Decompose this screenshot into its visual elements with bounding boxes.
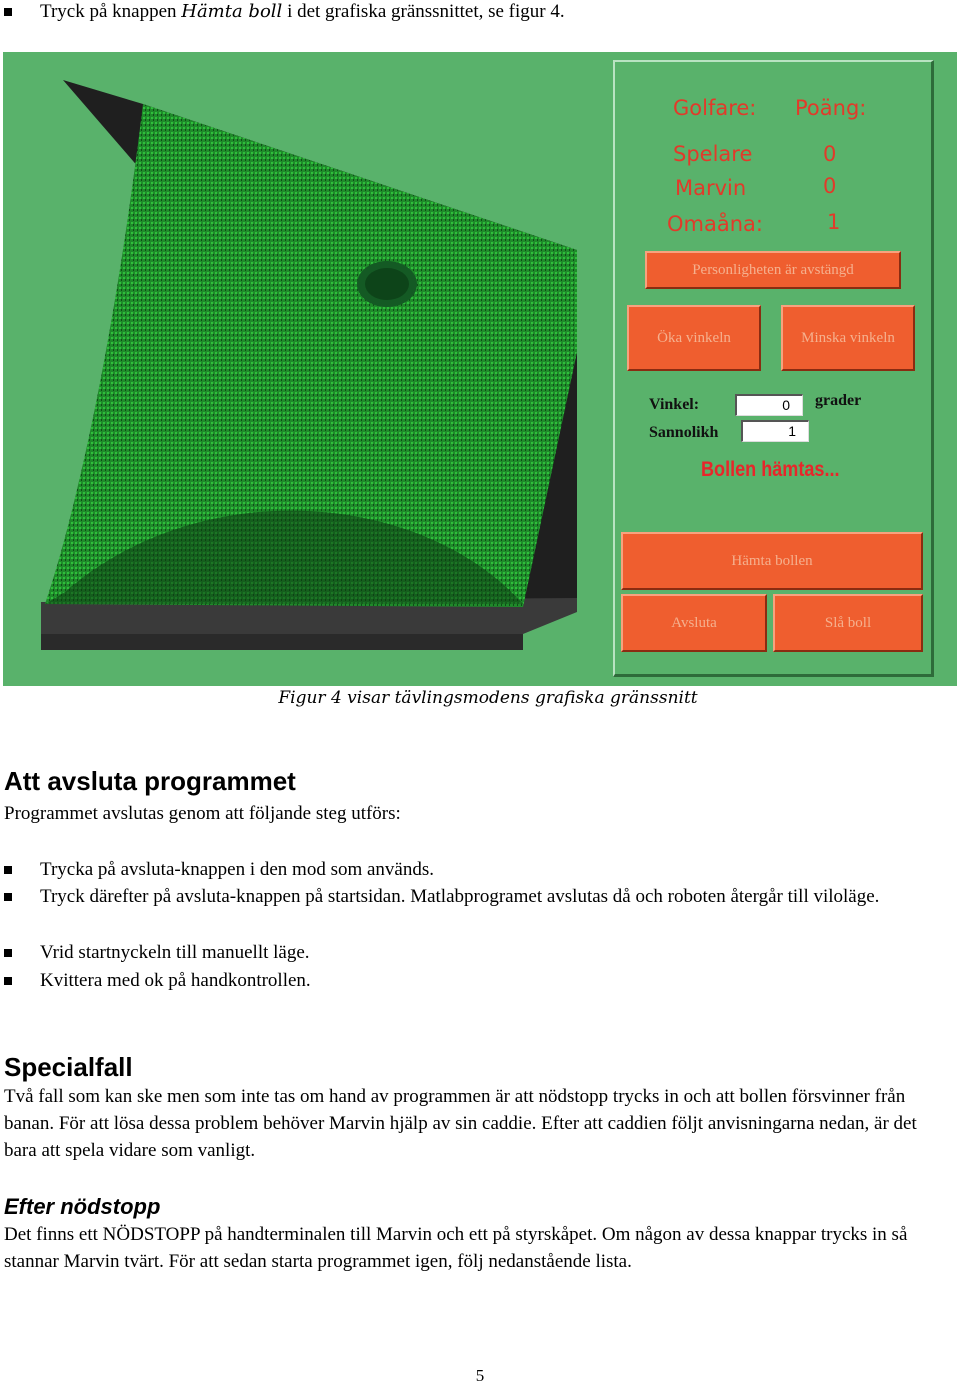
player-score-marvin: 0 (823, 174, 837, 198)
intro-bullet (0, 0, 960, 25)
heading-avsluta: Att avsluta programmet (4, 766, 296, 796)
intro-bullet-text: Tryck på knappen Hämta boll i det grafiska gränssnittet, se figur 4. (40, 1, 565, 22)
avsluta-step-text: Tryck därefter på avsluta-knappen på startsidan. Matlabprogramet avslutas då och roboten återgår till viloläge. (40, 886, 880, 907)
control-panel (613, 60, 934, 677)
vinkel-label: Vinkel: (649, 396, 700, 413)
oka-vinkeln-button[interactable]: Öka vinkeln (627, 305, 761, 371)
figure-gui-screenshot (3, 52, 957, 686)
page-number: 5 (475, 1366, 485, 1385)
bullet-marker (4, 893, 12, 901)
player-score-omaana: 1 (827, 210, 841, 234)
bullet-marker (4, 977, 12, 985)
putting-green-scene (3, 52, 613, 686)
avsluta-step (0, 967, 960, 994)
hamta-boll-term: Hämta boll (181, 1, 283, 22)
sannolikh-field[interactable]: 1 (741, 420, 809, 442)
sla-boll-button[interactable]: Slå boll (773, 594, 923, 652)
avsluta-step (0, 939, 960, 966)
vinkel-field[interactable]: 0 (735, 394, 803, 416)
avsluta-intro: Programmet avslutas genom att följande steg utförs: (4, 803, 401, 824)
minska-vinkeln-button[interactable]: Minska vinkeln (781, 305, 915, 371)
avsluta-step-text: Kvittera med ok på handkontrollen. (40, 970, 311, 991)
avsluta-button[interactable]: Avsluta (621, 594, 767, 652)
player-name-spelare: Spelare (673, 142, 753, 166)
heading-efter-nodstopp: Efter nödstopp (4, 1194, 161, 1219)
green-base-edge (41, 634, 523, 650)
grader-label: grader (815, 392, 862, 409)
hamta-bollen-button[interactable]: Hämta bollen (621, 532, 923, 590)
golfare-label: Golfare: (673, 96, 757, 120)
player-score-spelare: 0 (823, 142, 837, 166)
avsluta-step (0, 856, 960, 883)
player-name-omaana: Omaåna: (667, 212, 763, 236)
sannolikh-label: Sannolikh (649, 424, 719, 441)
avsluta-step-text: Trycka på avsluta-knappen i den mod som används. (40, 859, 434, 880)
golf-hole-inner (365, 268, 409, 300)
personlighet-button[interactable]: Personligheten är avstängd (645, 251, 901, 289)
avsluta-step (0, 883, 960, 937)
status-text: Bollen hämtas... (701, 458, 840, 481)
bullet-marker (4, 866, 12, 874)
bullet-marker (4, 8, 12, 16)
avsluta-step-text: Vrid startnyckeln till manuellt läge. (40, 942, 310, 963)
heading-specialfall: Specialfall (4, 1052, 133, 1082)
bullet-marker (4, 949, 12, 957)
nodstopp-text: Det finns ett NÖDSTOPP på handterminalen till Marvin och ett på styrskåpet. Om någon av dessa knappar trycks in så stannar Marvin tvärt. För att sedan starta programmet igen, följ nedanstående lista. (4, 1224, 908, 1272)
poang-label: Poäng: (795, 96, 867, 120)
figure-caption: Figur 4 visar tävlingsmodens grafiska gränssnitt (278, 688, 698, 708)
player-name-marvin: Marvin (675, 176, 747, 200)
specialfall-text: Två fall som kan ske men som inte tas om hand av programmen är att nödstopp trycks in och att bollen försvinner från banan. För att lösa dessa problem behöver Marvin hjälp av sin caddie. Efter att caddien följt anvisningarna nedan, är det bara att spela vidare som vanligt. (4, 1086, 917, 1161)
